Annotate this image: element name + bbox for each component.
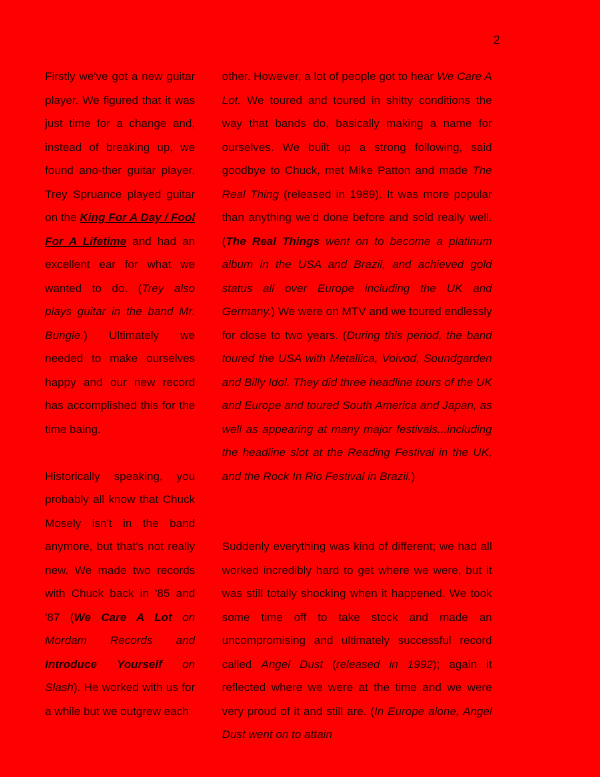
text-span: ). He worked with us for a while but we outgrew each [45, 682, 195, 718]
album-title-king-for-a-day: King For A Day / Fool For A Lifetime [45, 212, 195, 248]
text-span: Suddenly everything was kind of different; we had all worked incredibly hard to get where we were, but it was still totally shocking when it happened. We took some time off to take stock and made an uncompromising and ultimately successful record called [222, 541, 492, 671]
italic-note: During this period, the band toured the USA with Metallica, Voivod, Soundgarden and Billy Idol. They did three headline tours of the UK and Europe and toured South America and Japan, as well as appearing at many major festivals...including the headline slot at the Reading Festival in the UK, and the Rock In Rio Festival in Brazil. [222, 329, 492, 483]
album-title-we-care-a-lot: We Care A Lot [73, 611, 173, 624]
paragraph-history [45, 466, 195, 725]
italic-note: on Slash [45, 658, 195, 694]
album-title-the-real-things: The Real Things [225, 235, 320, 248]
paragraph-angel-dust [222, 536, 492, 748]
italic-note: on Mordam Records and [45, 611, 195, 647]
italic-note: went on to become a platinum album in the USA and Brazil, and achieved gold status all over Europe including the UK and Germany. [222, 235, 492, 318]
page-number: 2 [493, 33, 500, 47]
italic-note: released in 1992 [336, 658, 433, 671]
italic-title: The Real Thing [222, 165, 492, 201]
text-span: ) [411, 470, 416, 483]
text-span: Firstly we've got a new guitar player. We figured that it was just time for a change and, instead of breaking up, we found ano-ther guitar player. Trey Spruance played guitar on the [45, 71, 195, 224]
italic-title: We Care A Lot. [222, 71, 492, 107]
text-span: ) We were on MTV and we toured endlessly for close to two years. ( [222, 306, 492, 342]
text-span: and had an excellent ear for what we wanted to do. ( [45, 235, 195, 295]
italic-title: Angel Dust [261, 658, 324, 671]
text-span: ); again it reflected where we were at the time and we were very proud of it and still are. ( [222, 658, 493, 718]
album-title-introduce-yourself: Introduce Yourself [45, 658, 163, 671]
left-column [45, 66, 195, 724]
paragraph-real-thing [222, 66, 492, 489]
italic-note: Trey also plays guitar in the band Mr. Bungle. [45, 282, 195, 342]
text-span: ) Ultimately we needed to make ourselves happy and our new record has accomplished this for the time baing. [45, 329, 195, 436]
text-span: (released in 1989). It was more popular than anything we'd done before and sold really well. ( [222, 188, 492, 248]
text-span: other. However, a lot of people got to hear [222, 71, 437, 83]
right-column [222, 66, 492, 748]
text-span: Historically speaking, you probably all know that Chuck Mosely isn't in the band anymore, but that's not really new. We made two records with Chuck back in '85 and '87 ( [45, 470, 195, 624]
text-span: We toured and toured in shitty conditions the way that bands do, basically making a name for ourselves. We built up a strong following, said goodbye to Chuck, met Mike Patton and made [222, 94, 492, 177]
paragraph-new-guitarist [45, 66, 195, 442]
italic-note: In Europe alone, Angel Dust went on to attain [222, 705, 492, 741]
text-span: ( [323, 658, 337, 671]
